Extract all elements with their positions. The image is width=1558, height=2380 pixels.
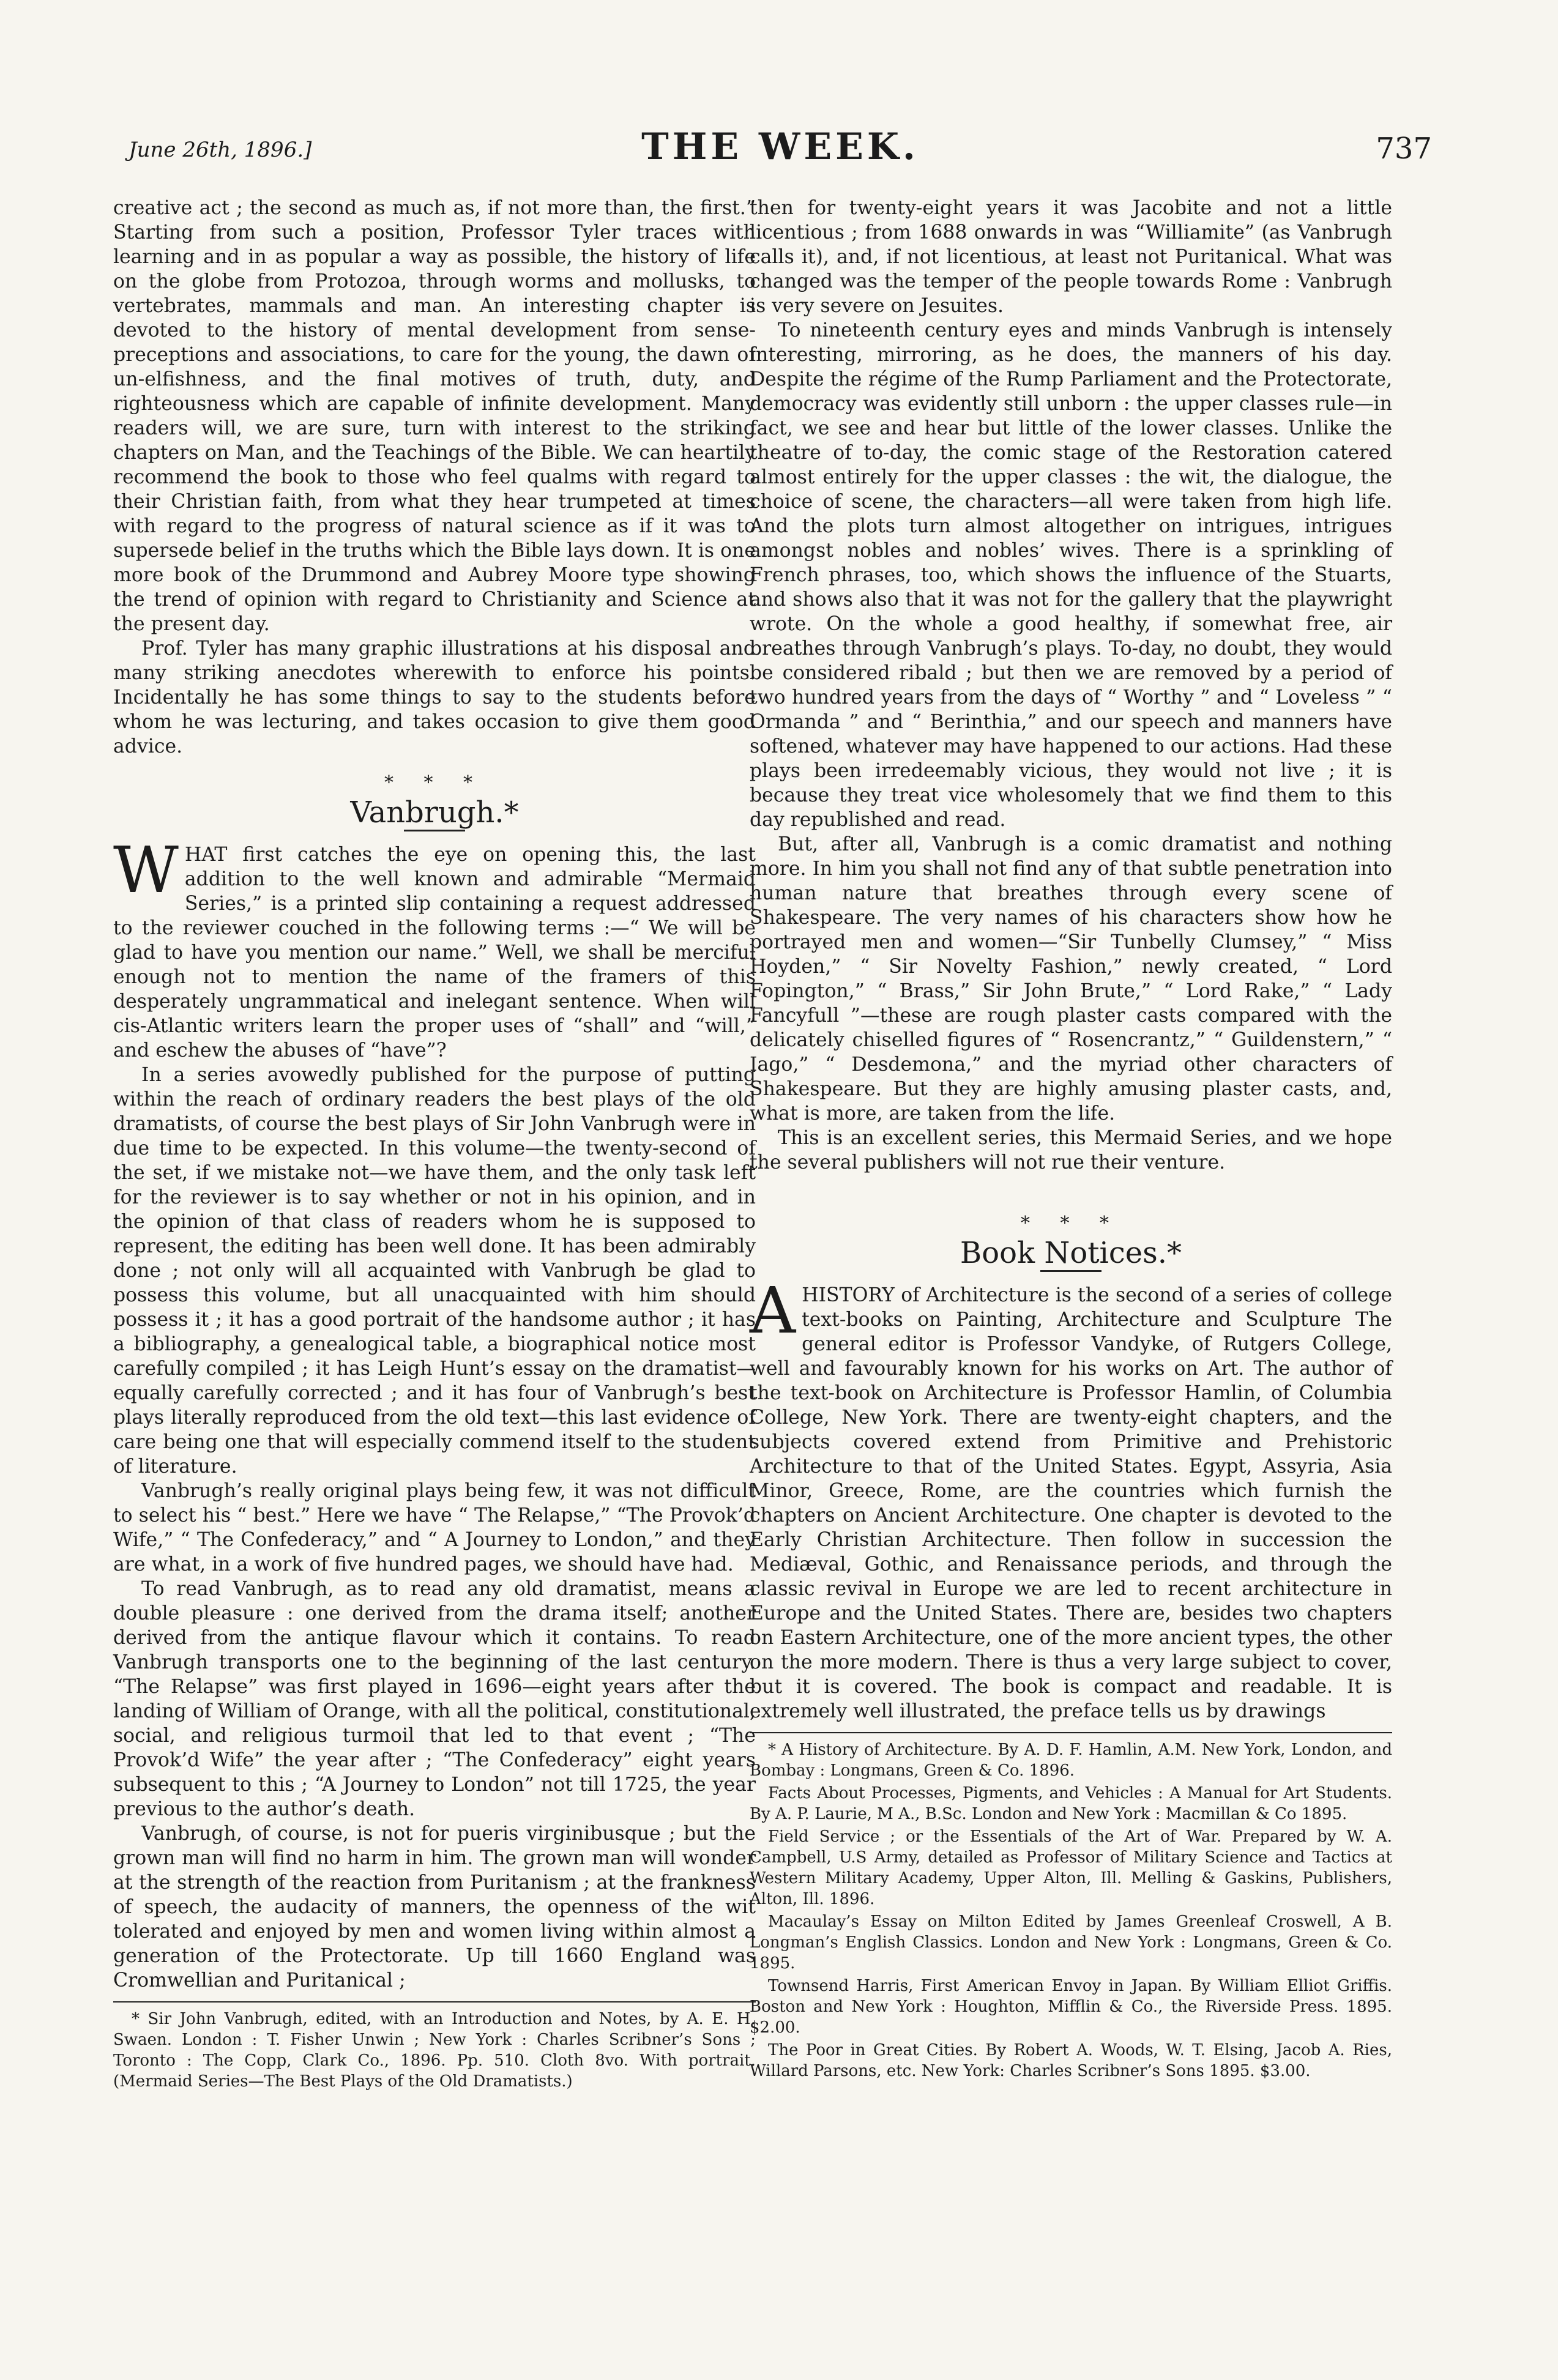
footnote: Facts About Processes, Pigments, and Vehicles : A Manual for Art Students. By A. P. Laurie, M A., B.Sc. London and New York : Macmillan & Co 1895. <box>750 1784 1392 1823</box>
vanbrugh-continued-paragraph: This is an excellent series, this Mermaid Series, and we hope the several publishers will not rue their venture. <box>750 1127 1392 1173</box>
page-header <box>116 125 1444 180</box>
vanbrugh-paragraph: To read Vanbrugh, as to read any old dramatist, means a double pleasure : one derived from the drama itself; another derived from the antique flavour which it contains. To read Vanbrugh transports one to the beginning of the last century. “The Relapse” was first played in 1696—eight years after the landing of William of Orange, with all the political, constitutional, social, and religious turmoil that led to that event ; “The Provok’d Wife” the year after ; “The Confederacy” eight years subsequent to this ; “A Journey to London” not till 1725, the year previous to the author’s death. <box>113 1578 756 1820</box>
vanbrugh-paragraph: Vanbrugh, of course, is not for pueris virginibusque ; but the grown man will find no harm in him. The grown man will wonder at the strength of the reaction from Puritanism ; at the frankness of speech, the audacity of manners, the openness of the wit tolerated and enjoyed by men and women living within almost a generation of the Protectorate. Up till 1660 England was Cromwellian and Puritanical ; <box>113 1823 756 1991</box>
vanbrugh-paragraph: In a series avowedly published for the purpose of putting within the reach of ordinary readers the best plays of the old dramatists, of course the best plays of Sir John Vanbrugh were in due time to be expected. In this volume—the twenty-second of the set, if we mistake not—we have them, and the only task left for the reviewer is to say whether or not in his opinion, and in the opinion of that class of readers whom he is supposed to represent, the editing has been well done. It has been admirably done ; not only will all acquainted with Vanbrugh be glad to possess this volume, but all unacquainted with him should possess it ; it has a good portrait of the handsome author ; it has a bibliography, a genealogical table, a biographical notice most carefully compiled ; it has Leigh Hunt’s essay on the dramatist—equally carefully corrected ; and it has four of Vanbrugh’s best plays literally reproduced from the old text—this last evidence of care being one that will especially commend itself to the student of literature. <box>113 1064 756 1478</box>
vanbrugh-continued-paragraph: then for twenty-eight years it was Jacobite and not a little licentious ; from 1688 onwards in was “Williamite” (as Vanbrugh calls it), and, if not licentious, at least not Puritanical. What was changed was the temper of the people towards Rome : Vanbrugh is very severe on Jesuites. <box>750 197 1392 317</box>
footnote: Field Service ; or the Essentials of the Art of War. Prepared by W. A. Campbell, U.S Army, detailed as Professor of Military Science and Tactics at Western Military Academy, Upper Alton, Ill. Melling & Gaskins, Publishers, Alton, Ill. 1896. <box>750 1828 1392 1908</box>
section-divider: * * * <box>384 772 485 794</box>
intro-paragraph: creative act ; the second as much as, if not more than, the first.” Starting from such a position, Professor Tyler traces with learning and in as popular a way as possible, the history of life on the globe from Protozoa, through worms and mollusks, to vertebrates, mammals and man. An interesting chapter is devoted to the history of mental development from sense-preceptions and associations, to care for the young, the dawn of un-elfishness, and the final motives of truth, duty, and righteousness which are capable of infinite development. Many readers will, we are sure, turn with interest to the striking chapters on Man, and the Teachings of the Bible. We can heartily recommend the book to those who feel qualms with regard to their Christian faith, from what they hear trumpeted at times with regard to the progress of natural science as if it was to supersede belief in the truths which the Bible lays down. It is one more book of the Drummond and Aubrey Moore type showing the trend of opinion with regard to Christianity and Science at the present day. <box>113 197 756 635</box>
vanbrugh-continued-paragraph: To nineteenth century eyes and minds Vanbrugh is intensely interesting, mirroring, as he does, the manners of his day. Despite the régime of the Rump Parliament and the Protectorate, democracy was evidently still unborn : the upper classes rule—in fact, we see and hear but little of the lower classes. Unlike the theatre of to-day, the comic stage of the Restoration catered almost entirely for the upper classes : the wit, the dialogue, the choice of scene, the characters—all were taken from high life. And the plots turn almost altogether on intrigues, intrigues amongst nobles and nobles’ wives. There is a sprinkling of French phrases, too, which shows the influence of the Stuarts, and shows also that it was not for the gallery that the playwright wrote. On the whole a good healthy, if somewhat free, air breathes through Vanbrugh’s plays. To-day, no doubt, they would be considered ribald ; but then we are removed by a period of two hundred years from the days of “ Worthy ” and “ Loveless ” “ Ormanda ” and “ Berinthia,” and our speech and manners have softened, whatever may have happened to our actions. Had these plays been irredeemably vicious, they would not live ; it is because they treat vice wholesomely that we find them to this day republished and read. <box>750 319 1392 831</box>
drop-cap: A <box>750 1273 796 1348</box>
vanbrugh-title: Vanbrugh.* <box>350 795 519 830</box>
footnote: Macaulay’s Essay on Milton Edited by James Greenleaf Croswell, A B. Longman’s English Classics. London and New York : Longmans, Green & Co. 1895. <box>750 1913 1392 1973</box>
left-column <box>113 196 756 2094</box>
footnote: The Poor in Great Cities. By Robert A. Woods, W. T. Elsing, Jacob A. Ries, Willard Parsons, etc. New York: Charles Scribner’s Sons 1895. $3.00. <box>750 2041 1392 2080</box>
page-number: 737 <box>1376 132 1432 166</box>
vanbrugh-paragraph: WHAT first catches the eye on opening this, the last addition to the well known and admirable “Mermaid Series,” is a printed slip containing a request addressed to the reviewer couched in the following terms :—“ We will be glad to have you mention our name.” Well, we shall be merciful enough not to mention the name of the framers of this desperately ungrammatical and inelegant sentence. When will cis-Atlantic writers learn the proper uses of “shall” and “will,” and eschew the abuses of “have”? <box>113 833 756 1062</box>
intro-paragraph: Prof. Tyler has many graphic illustrations at his disposal and many striking anecdotes wherewith to enforce his points. Incidentally he has some things to say to the students before whom he was lecturing, and takes occasion to give them good advice. <box>113 638 756 757</box>
book-notices-footnotes <box>750 1732 1392 2081</box>
periodical-title: THE WEEK. <box>641 125 919 168</box>
vanbrugh-footnote <box>113 2001 756 2092</box>
title-rule <box>404 830 465 831</box>
footnote: Townsend Harris, First American Envoy in Japan. By William Elliot Griffis. Boston and New York : Houghton, Mifflin & Co., the Riverside Press. 1895. $2.00. <box>750 1977 1392 2037</box>
footnote: * Sir John Vanbrugh, edited, with an Introduction and Notes, by A. E. H. Swaen. London : T. Fisher Unwin ; New York : Charles Scribner’s Sons ; Toronto : The Copp, Clark Co., 1896. Pp. 510. Cloth 8vo. With portrait. (Mermaid Series—The Best Plays of the Old Dramatists.) <box>113 2010 756 2091</box>
right-column <box>750 196 1392 2083</box>
title-rule <box>1040 1270 1101 1272</box>
vanbrugh-paragraph: Vanbrugh’s really original plays being few, it was not difficult to select his “ best.” Here we have “ The Relapse,” “The Provok’d Wife,” “ The Confederacy,” and “ A Journey to London,” and they are what, in a work of five hundred pages, we should have had. <box>113 1480 756 1575</box>
book-notices-paragraph: AHISTORY of Architecture is the second of a series of college text-books on Painting, Architecture and Sculpture The general editor is Professor Vandyke, of Rutgers College, well and favourably known for his works on Art. The author of the text-book on Architecture is Professor Hamlin, of Columbia College, New York. There are twenty-eight chapters, and the subjects covered extend from Primitive and Prehistoric Architecture to that of the United States. Egypt, Assyria, Asia Minor, Greece, Rome, are the countries which furnish the chapters on Ancient Architecture. One chapter is devoted to the Early Christian Architecture. Then follow in succession the Mediæval, Gothic, and Renaissance periods, and through the classic revival in Europe we are led to recent architecture in Europe and the United States. There are, besides two chapters on Eastern Architecture, one of the more ancient types, the other on the more modern. There is thus a very large subject to cover, but it is covered. The book is compact and readable. It is extremely well illustrated, the preface tells us by drawings <box>750 1273 1392 1722</box>
footnote: * A History of Architecture. By A. D. F. Hamlin, A.M. New York, London, and Bombay : Longmans, Green & Co. 1896. <box>750 1741 1392 1780</box>
book-notices-title: Book Notices.* <box>960 1236 1182 1270</box>
section-divider: * * * <box>1020 1213 1122 1234</box>
vanbrugh-continued-paragraph: But, after all, Vanbrugh is a comic dramatist and nothing more. In him you shall not find any of that subtle penetration into human nature that breathes through every scene of Shakespeare. The very names of his characters show how he portrayed men and women—“Sir Tunbelly Clumsey,” “ Miss Hoyden,” “ Sir Novelty Fashion,” newly created, “ Lord Fopington,” “ Brass,” Sir John Brute,” “ Lord Rake,” “ Lady Fancyfull ”—these are rough plaster casts compared with the delicately chiselled figures of “ Rosencrantz,” “ Guildenstern,” “ Iago,” “ Desdemona,” and the myriad other characters of Shakespeare. But they are highly amusing plaster casts, and, what is more, are taken from the life. <box>750 833 1392 1125</box>
drop-cap: W <box>113 833 179 907</box>
issue-date: June 26th, 1896.] <box>129 138 312 162</box>
